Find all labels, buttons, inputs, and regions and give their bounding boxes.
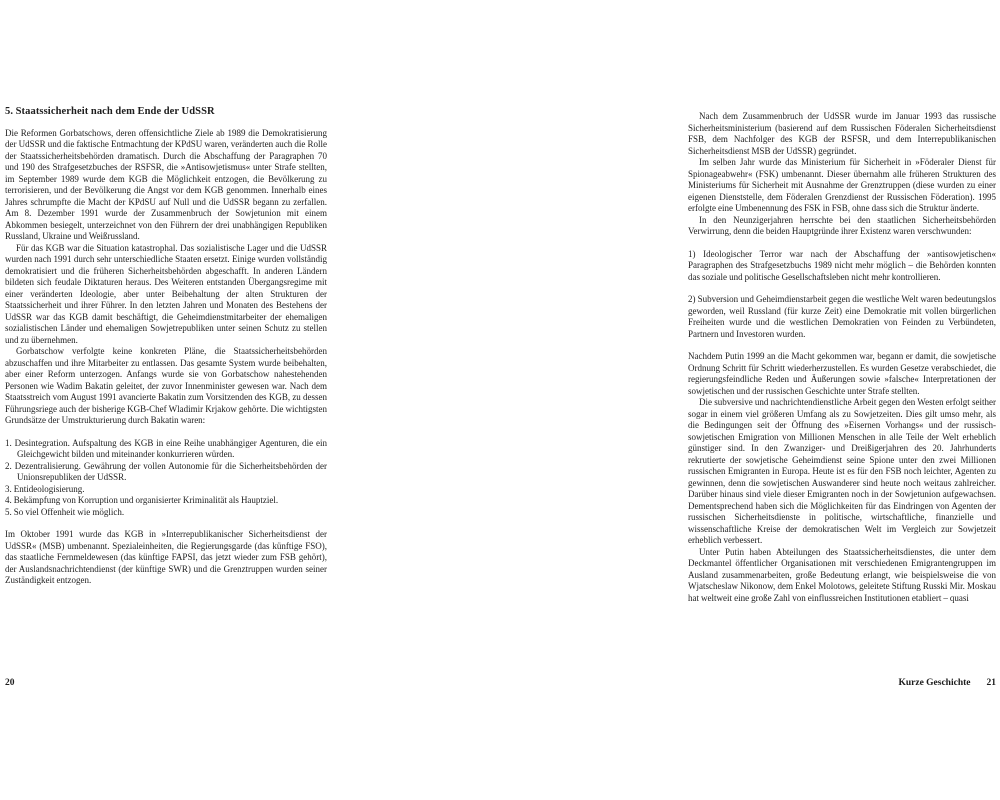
left-page <box>5 106 327 587</box>
paragraph: Für das KGB war die Situation katastrophal. Das sozialistische Lager und die UdSSR wurden nach 1991 durch sehr unterschiedliche Staaten ersetzt. Einige wurden vollständig demokratisiert und die früheren Sicherheitsbehörden abgeschafft. In anderen Ländern bildeten sich feudale Diktaturen heraus. Des Weiteren entstanden Übergangsregime mit einer veränderten Ideologie, aber unter Beibehaltung der alten Strukturen der Staatssicherheit und ihrer Führer. In den letzten Jahren und Monaten des Bestehens der UdSSR war das KGB damit beschäftigt, die Geheimdienstmitarbeiter der ehemaligen sozialistischen Länder und ehemaligen Sowjetrepubliken unter seinen Schutz zu stellen und zu übernehmen. <box>5 242 327 345</box>
paragraph: Im Oktober 1991 wurde das KGB in »Interrepublikanischer Sicherheitsdienst der UdSSR« (MSB) umbenannt. Spezialeinheiten, die Regierungsgarde (das künftige FSO), das staatliche Fernmeldewesen (das künftige FAPSI, das jetzt wieder zum FSB gehört), der Auslandsnachrichtendienst (der künftige SWR) und die Grenztruppen wurden seiner Zuständigkeit entzogen. <box>5 529 327 585</box>
paragraph: Unter Putin haben Abteilungen des Staatssicherheitsdienstes, die unter dem Deckmantel öffentlicher Organisationen mit verschiedenen Emigrantengruppen im Ausland zusammenarbeiten, große Bedeutung erlangt, wie beispielsweise die von Wjatscheslaw Nikonow, dem Enkel Molotows, geleitete Stiftung Russki Mir. Moskau hat weltweit eine große Zahl von einflussreichen Institutionen etabliert – quasi <box>688 546 996 603</box>
page-number-right: 21 <box>986 678 996 688</box>
paragraph: Die Reformen Gorbatschows, deren offensichtliche Ziele ab 1989 die Demokratisierung der UdSSR und die faktische Entmachtung der KPdSU waren, veränderten auch die Rolle der Staatssicherheitsbehörden dramatisch. Durch die Abschaffung der Paragraphen 70 und 190 des Strafgesetzbuches der RSFSR, die »Antisowjetismus« unter Strafe stellten, im September 1989 wurde dem KGB die Möglichkeit entzogen, die Bevölkerung zu terrorisieren, und der Bevölkerung die Angst vor dem KGB genommen. Innerhalb eines Jahres schrumpfte die Macht der KPdSU auf Null und die UdSSR begann zu zerfallen. Am 8. Dezember 1991 wurde der Zusammenbruch der Sowjetunion mit einem Abkommen besiegelt, unterzeichnet von den Führern der drei unabhängigen Republiken Russland, Ukraine und Weißrussland. <box>5 127 327 241</box>
paragraph: Im selben Jahr wurde das Ministerium für Sicherheit in »Föderaler Dienst für Spionageabwehr« (FSK) umbenannt. Dieser übernahm alle früheren Strukturen des Ministeriums für Sicherheit mit Ausnahme der Grenztruppen (diese wurden zu einer eigenen Dienststelle, dem Föderalen Grenzdienst der Russischen Föderation). 1995 erfolgte eine Umbenennung des FSK in FSB, ohne dass sich die Struktur änderte. <box>688 157 996 213</box>
page-number-left: 20 <box>5 678 15 688</box>
list-item: 2. Dezentralisierung. Gewährung der vollen Autonomie für die Sicherheitsbehörden der Unionsrepubliken der UdSSR. <box>5 460 327 482</box>
paragraph: Die subversive und nachrichtendienstliche Arbeit gegen den Westen erfolgt seither sogar in einem viel größeren Umfang als zu Sowjetzeiten. Dies gilt umso mehr, als die Bedingungen seit der Öffnung des »Eisernen Vorhangs« und der russisch-sowjetischen Emigration von Millionen Menschen in alle Teile der Welt erheblich günstiger sind. In den Zwanziger- und Dreißigerjahren des 20. Jahrhunderts rekrutierte der sowjetische Geheimdienst seine Spione unter den zwei Millionen russischen Emigranten in Europa. Heute ist es für den FSB noch leichter, Agenten zu gewinnen, denn die sowjetischen Auswanderer sind heute noch weitaus zahlreicher. Darüber hinaus sind viele dieser Emigranten noch in der Sowjetunion aufgewachsen. Dementsprechend haben sich die Möglichkeiten für das Eindringen von Agenten der russischen Sicherheitsdienste in politische, wirtschaftliche, finanzielle und wissenschaftliche Kreise der demokratischen Welt im Vergleich zur Sowjetzeit erheblich verbessert. <box>688 397 996 545</box>
paragraph: Nachdem Putin 1999 an die Macht gekommen war, begann er damit, die sowjetische Ordnung Schritt für Schritt wiederherzustellen. Es wurden Gesetze verabschiedet, die regierungsfeindliche Reden und Äußerungen sowie »falsche« Interpretationen der sowjetischen und der russischen Geschichte unter Strafe stellten. <box>688 351 996 396</box>
list-item: 5. So viel Offenheit wie möglich. <box>5 506 125 517</box>
paragraph: Gorbatschow verfolgte keine konkreten Pläne, die Staatssicherheitsbehörden abzuschaffen und ihre Mitarbeiter zu entlassen. Das gesamte System wurde beibehalten, aber einer Reform unterzogen. Anfangs wurde sie von Gorbatschow nahestehenden Personen wie Wadim Bakatin geleitet, der zuvor Innenminister gewesen war. Nach dem Staatsstreich vom August 1991 avancierte Bakatin zum Vorsitzenden des KGB, zu dessen Führungsriege auch der bisherige KGB-Chef Wladimir Krjakow gehörte. Die wichtigsten Grundsätze der Umstrukturierung durch Bakatin waren: <box>5 346 327 425</box>
list-item: 4. Bekämpfung von Korruption und organisierter Kriminalität als Hauptziel. <box>5 495 279 505</box>
numbered-point: 1) Ideologischer Terror war nach der Abschaffung der »antisowjetischen« Paragraphen des Strafgesetzbuchs 1989 nicht mehr möglich – die Behörden konnten das soziale und politische Gesellschaftsleben nicht mehr kontrollieren. <box>688 248 996 282</box>
paragraph: Nach dem Zusammenbruch der UdSSR wurde im Januar 1993 das russische Sicherheitsministerium (basierend auf dem Russischen Föderalen Sicherheitsdienst FSB, dem Nachfolger des KGB der RSFSR, und dem Interrepublikanischen Sicherheitsdienst MSB der UdSSR) gegründet. <box>688 111 996 156</box>
right-page <box>688 111 996 604</box>
running-footer <box>898 678 996 688</box>
chapter-heading: 5. Staatssicherheit nach dem Ende der UdSSR <box>5 106 215 117</box>
numbered-point: 2) Subversion und Geheimdienstarbeit gegen die westliche Welt waren bedeutungslos geworden, weil Russland (für kurze Zeit) eine Demokratie mit vollen bürgerlichen Freiheiten wurde und die westlichen Demokratien von Feinden zu Verbündeten, Partnern und Investoren wurden. <box>688 294 996 339</box>
paragraph: In den Neunzigerjahren herrschte bei den staatlichen Sicherheitsbehörden Verwirrung, denn die beiden Hauptgründe ihrer Existenz waren verschwunden: <box>688 214 996 236</box>
list-item: 3. Entideologisierung. <box>5 483 85 494</box>
footer-chapter-label: Kurze Geschichte <box>898 678 971 688</box>
list-item: 1. Desintegration. Aufspaltung des KGB in eine Reihe unabhängiger Agenturen, die ein Gleichgewicht bilden und miteinander konkurrieren würden. <box>5 437 327 459</box>
numbered-list <box>5 438 327 519</box>
